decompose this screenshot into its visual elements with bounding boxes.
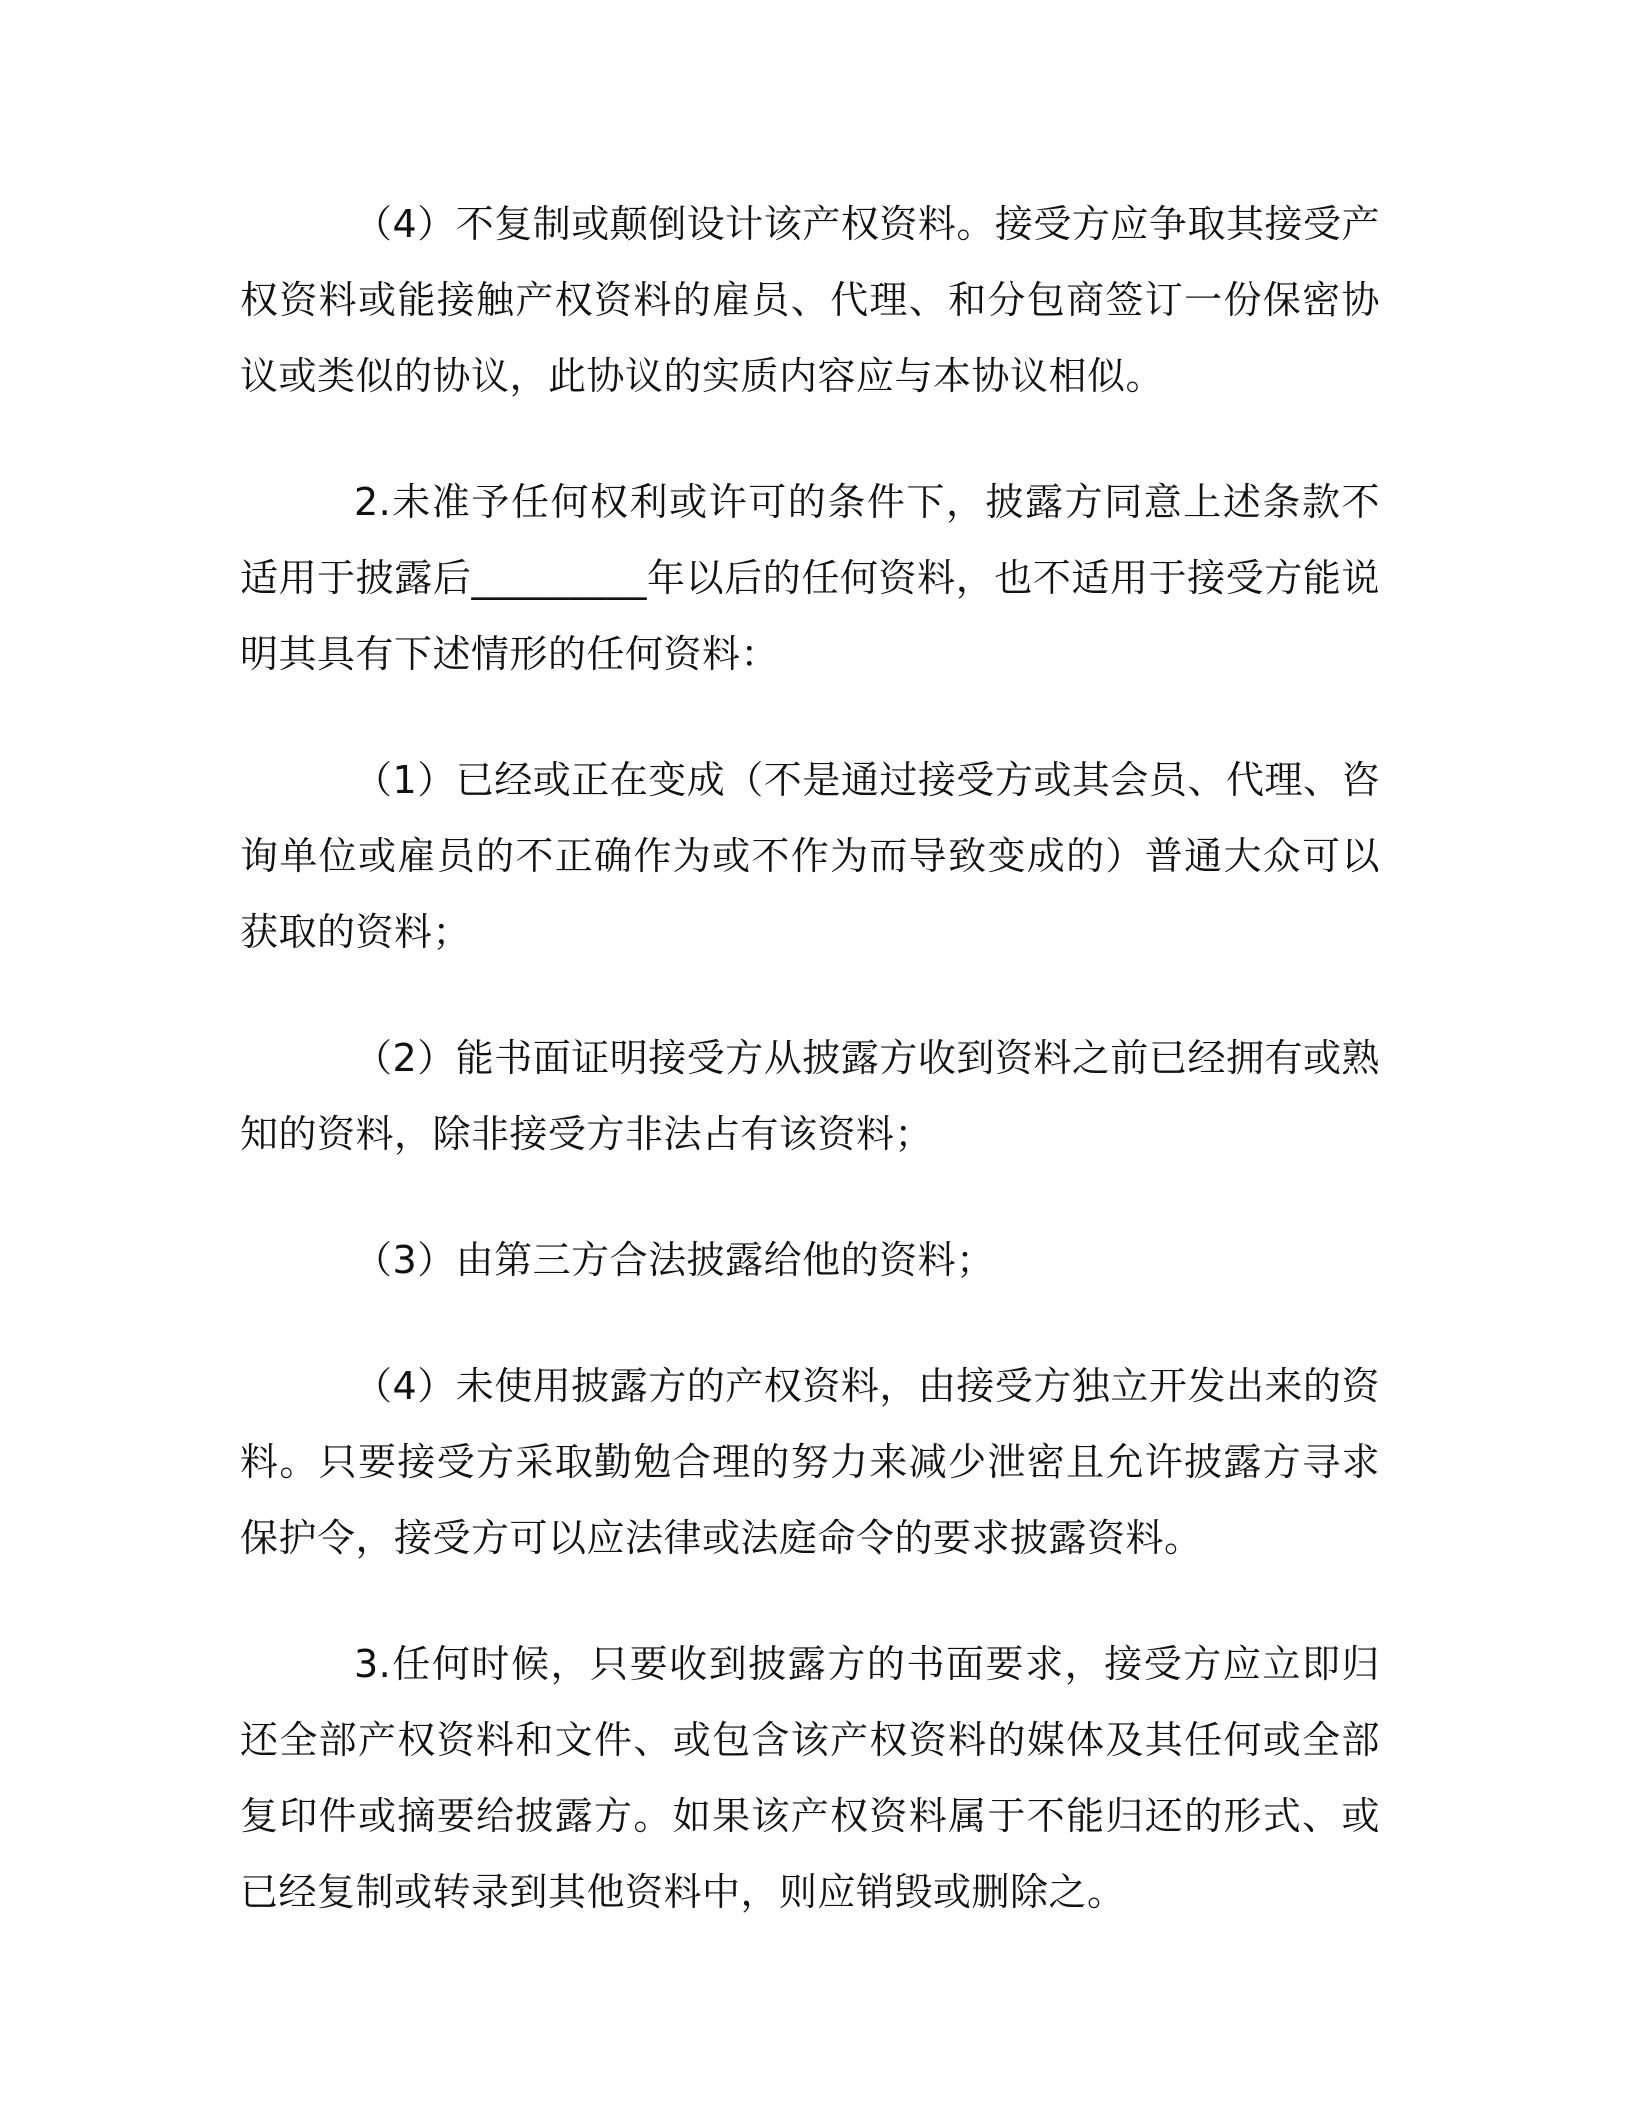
paragraph-clause-1-4: （4）不复制或颠倒设计该产权资料。接受方应争取其接受产权资料或能接触产权资料的雇员、代理、和分包商签订一份保密协议或类似的协议，此协议的实质内容应与本协议相似。 bbox=[240, 202, 1380, 398]
paragraph-clause-2-4: （4）未使用披露方的产权资料，由接受方独立开发出来的资料。只要接受方采取勤勉合理的努力来减少泄密且允许披露方寻求保护令，接受方可以应法律或法庭命令的要求披露资料。 bbox=[240, 1364, 1380, 1560]
document-body bbox=[240, 186, 1380, 1930]
paragraph-clause-2: 2.未准予任何权利或许可的条件下，披露方同意上述条款不适用于披露后_________年以后的任何资料，也不适用于接受方能说明其具有下述情形的任何资料： bbox=[240, 480, 1380, 676]
paragraph-clause-2-3: （3）由第三方合法披露给他的资料； bbox=[354, 1238, 995, 1282]
paragraph-clause-2-1: （1）已经或正在变成（不是通过接受方或其会员、代理、咨询单位或雇员的不正确作为或不作为而导致变成的）普通大众可以获取的资料； bbox=[240, 758, 1380, 954]
paragraph-clause-2-2: （2）能书面证明接受方从披露方收到资料之前已经拥有或熟知的资料，除非接受方非法占有该资料； bbox=[240, 1036, 1380, 1156]
paragraph-clause-3: 3.任何时候，只要收到披露方的书面要求，接受方应立即归还全部产权资料和文件、或包含该产权资料的媒体及其任何或全部复印件或摘要给披露方。如果该产权资料属于不能归还的形式、或已经复制或转录到其他资料中，则应销毁或删除之。 bbox=[240, 1642, 1380, 1914]
